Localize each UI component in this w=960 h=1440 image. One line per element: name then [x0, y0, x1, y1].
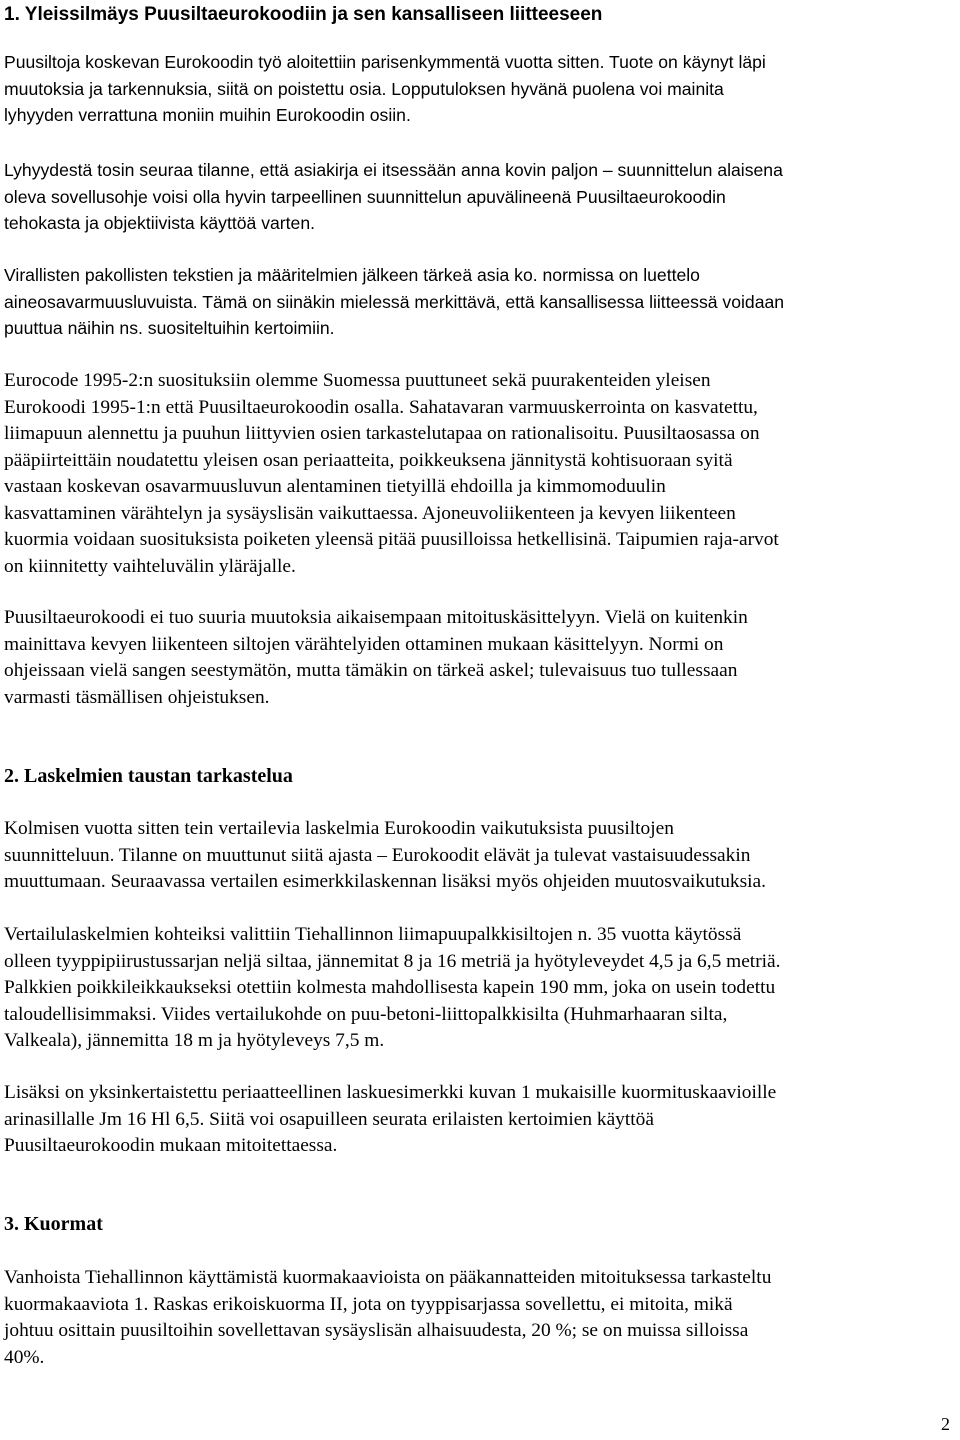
- text-line: varmasti täsmällisen ohjeistuksen.: [4, 686, 270, 708]
- text-line: muuttumaan. Seuraavassa vertailen esimerkkilaskennan lisäksi myös ohjeiden muutosvaikutuksia.: [4, 871, 766, 892]
- section-2-paragraph-2: [4, 922, 781, 1055]
- text-line: tehokasta ja objektiivista käyttöä varten.: [4, 213, 315, 233]
- section-2-paragraph-1: [4, 816, 766, 896]
- page-number: 2: [941, 1414, 950, 1434]
- text-line: lyhyyden verrattuna moniin muihin Eurokoodin osiin.: [4, 105, 411, 125]
- text-line: oleva sovellusohje voisi olla hyvin tarpeellinen suunnittelun apuvälineenä Puusiltaeurokoodin: [4, 186, 726, 207]
- text-line: Valkeala), jännemitta 18 m ja hyötyleveys 7,5 m.: [4, 1030, 385, 1051]
- text-line: kuormia voidaan suosituksista poiketen yleensä pitää puusilloissa hetkellisinä. Taipumien raja-arvot: [4, 529, 779, 550]
- text-line: johtuu osittain puusiltoihin sovellettavan sysäyslisän alhaisuudesta, 20 %; se on muissa silloissa: [4, 1320, 749, 1341]
- section-3-heading: 3. Kuormat: [4, 1213, 103, 1235]
- text-line: arinasillalle Jm 16 Hl 6,5. Siitä voi osapuilleen seurata erilaisten kertoimien käyttöä: [4, 1108, 654, 1130]
- section-1-paragraph-1: [4, 49, 766, 129]
- text-line: kuormakaaviota 1. Raskas erikoiskuorma II, jota on tyyppisarjassa sovellettu, ei mitoita, mikä: [4, 1293, 733, 1315]
- text-line: puuttua näihin ns. suositeltuihin kertoimiin.: [4, 318, 335, 338]
- text-line: Puusiltaeurokoodin mukaan mitoitettaessa.: [4, 1135, 338, 1156]
- text-line: taloudellisimmaksi. Viides vertailukohde on puu-betoni-liittopalkkisilta (Huhmarhaaran silta,: [4, 1003, 728, 1025]
- text-line: olleen tyyppipiirustussarjan neljä siltaa, jännemitat 8 ja 16 metriä ja hyötyleveydet 4,5 ja 6,5 metriä.: [4, 950, 781, 972]
- text-line: suunnitteluun. Tilanne on muuttunut siitä ajasta – Eurokoodit elävät ja tulevat vastaisuudessakin: [4, 844, 751, 866]
- text-line: Eurocode 1995-2:n suosituksiin olemme Suomessa puuttuneet sekä puurakenteiden yleisen: [4, 370, 711, 391]
- text-line: Vertailulaskelmien kohteiksi valittiin Tiehallinnon liimapuupalkkisiltojen n. 35 vuotta käytössä: [4, 924, 742, 945]
- text-line: muutoksia ja tarkennuksia, siitä on poistettu osia. Lopputuloksen hyvänä puolena voi mainita: [4, 78, 724, 99]
- text-line: Puusiltaeurokoodi ei tuo suuria muutoksia aikaisempaan mitoituskäsittelyyn. Vielä on kuitenkin: [4, 607, 748, 628]
- text-line: Kolmisen vuotta sitten tein vertailevia laskelmia Eurokoodin vaikutuksista puusiltojen: [4, 818, 674, 839]
- section-2-paragraph-3: [4, 1080, 776, 1160]
- text-line: Palkkien poikkileikkaukseksi otettiin kolmesta mahdollisesta kapein 190 mm, joka on usein todettu: [4, 977, 776, 998]
- text-line: Eurokoodi 1995-1:n että Puusiltaeurokoodin osalla. Sahatavaran varmuuskerrointa on kasvatettu,: [4, 396, 758, 418]
- text-line: kasvattaminen värähtelyn ja sysäyslisän vaikuttaessa. Ajoneuvoliikenteen ja kevyen liikenteen: [4, 502, 736, 524]
- text-line: pääpiirteittäin noudatettu yleisen osan periaatteita, poikkeuksena jännitystä kohtisuoraan syitä: [4, 449, 733, 471]
- text-line: liimapuun alennettu ja puuhun liittyvien osien tarkastelutapaa on rationalisoitu. Puusiltaosassa on: [4, 423, 760, 444]
- text-line: aineosavarmuusluvuista. Tämä on siinäkin mielessä merkittävä, että kansallisessa liitteessä voidaan: [4, 291, 785, 312]
- section-1-paragraph-2: [4, 157, 783, 237]
- text-line: Puusiltoja koskevan Eurokoodin työ aloitettiin parisenkymmentä vuotta sitten. Tuote on käynyt läpi: [4, 52, 766, 72]
- section-3-paragraph-1: [4, 1265, 771, 1371]
- section-1-paragraph-5: [4, 605, 748, 711]
- section-2-heading: 2. Laskelmien taustan tarkastelua: [4, 765, 293, 787]
- text-line: vastaan koskevan osavarmuusluvun alentaminen tietyillä ehdoilla ja kimmomoduulin: [4, 476, 666, 497]
- text-line: Vanhoista Tiehallinnon käyttämistä kuormakaavioista on pääkannatteiden mitoituksessa tarkasteltu: [4, 1267, 772, 1288]
- text-line: Virallisten pakollisten tekstien ja määritelmien jälkeen tärkeä asia ko. normissa on luettelo: [4, 265, 700, 285]
- section-1-heading: 1. Yleissilmäys Puusiltaeurokoodiin ja sen kansalliseen liitteeseen: [4, 4, 603, 25]
- text-line: Lisäksi on yksinkertaistettu periaatteellinen laskuesimerkki kuvan 1 mukaisille kuormituskaavioille: [4, 1082, 777, 1103]
- section-1-paragraph-3: [4, 262, 784, 342]
- text-line: mainittava kevyen liikenteen siltojen värähtelyiden ottaminen mukaan käsittelyyn. Normi on: [4, 633, 724, 655]
- text-line: 40%.: [4, 1346, 45, 1368]
- text-line: Lyhyydestä tosin seuraa tilanne, että asiakirja ei itsessään anna kovin paljon – suunnittelun alaisena: [4, 160, 783, 180]
- text-line: ohjeissaan vielä sangen seestymätön, mutta tämäkin on tärkeä askel; tulevaisuus tuo tullessaan: [4, 660, 738, 681]
- text-line: on kiinnitetty vaihteluvälin yläräjalle.: [4, 555, 296, 577]
- section-1-paragraph-4: [4, 368, 779, 580]
